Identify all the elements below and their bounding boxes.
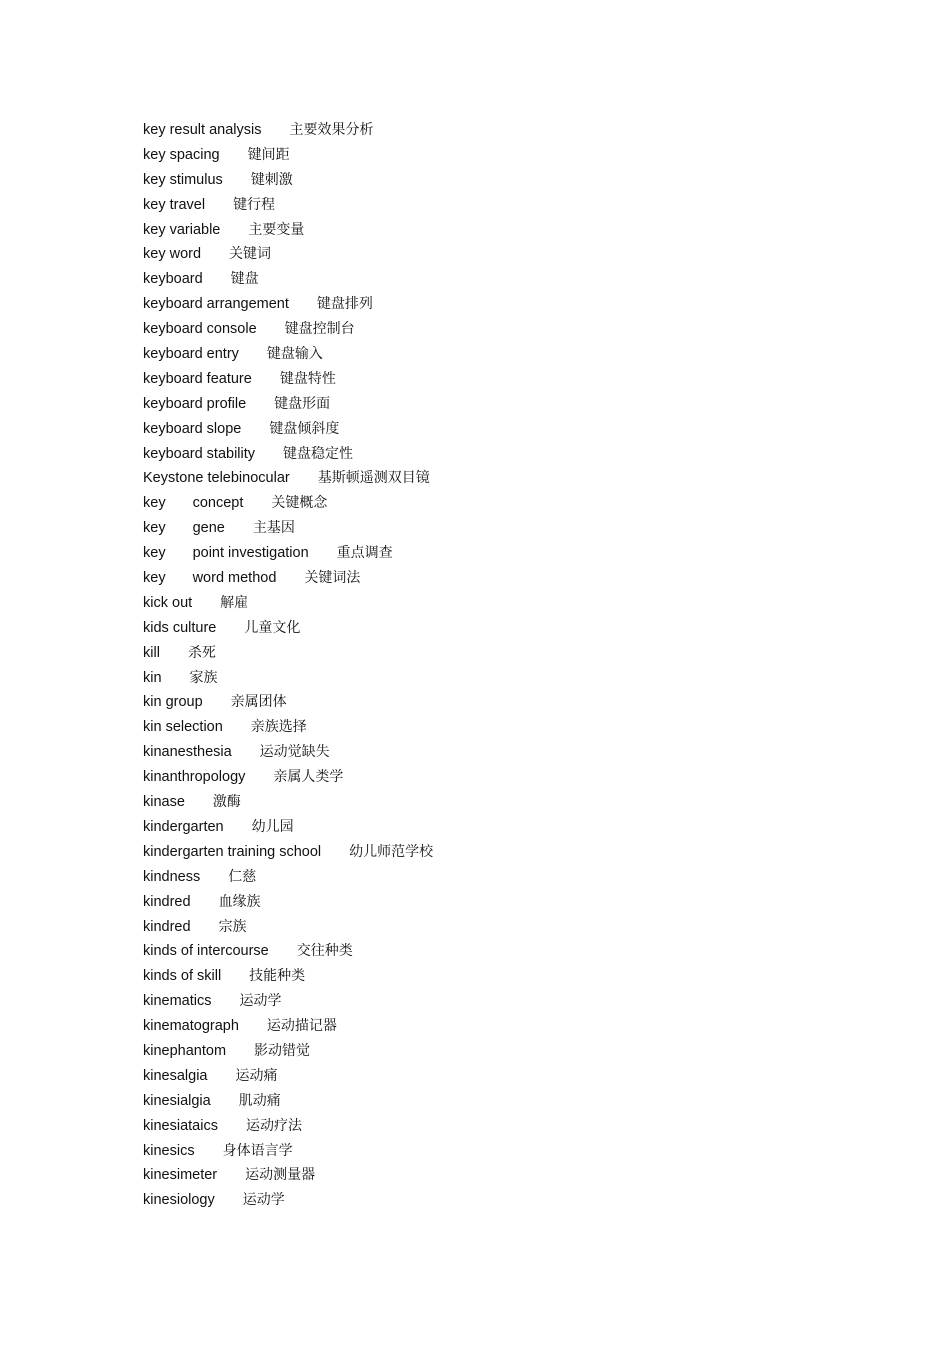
entry-term [143,271,203,287]
entry-translation: 键行程 [233,196,276,213]
glossary-entry [143,1039,433,1064]
entry-term [143,296,289,312]
glossary-entry [143,242,433,267]
entry-term-part: kinesalgia [143,1067,208,1084]
entry-term [143,172,223,188]
glossary-list [143,118,433,1213]
entry-term-part: kindred [143,918,191,935]
entry-term-part: Keystone telebinocular [143,470,290,487]
entry-term-part: kinds of skill [143,968,222,985]
glossary-entry [143,840,433,865]
entry-term [143,396,246,412]
glossary-entry [143,715,433,740]
entry-term [143,719,223,735]
entry-term-part: keyboard slope [143,420,242,437]
glossary-entry [143,367,433,392]
entry-translation: 儿童文化 [244,619,301,636]
entry-term-part: kinesiology [143,1192,215,1209]
entry-translation: 幼儿师范学校 [349,843,434,860]
glossary-entry [143,890,433,915]
entry-term-part: kids culture [143,619,217,636]
entry-term [143,844,321,860]
entry-term-part: point investigation [192,545,309,562]
glossary-entry [143,317,433,342]
entry-translation: 主基因 [252,520,295,537]
entry-term [143,694,203,710]
glossary-entry [143,193,433,218]
entry-translation: 主要效果分析 [289,122,374,138]
entry-translation: 亲族选择 [250,719,307,736]
entry-translation: 主要变量 [248,221,305,238]
entry-term [143,645,160,661]
entry-term-part: gene [192,520,225,537]
entry-translation: 运动学 [239,993,282,1010]
entry-term-part: kinesiataics [143,1117,218,1134]
glossary-entry [143,267,433,292]
glossary-entry [143,939,433,964]
entry-term-part: kinanthropology [143,769,246,786]
entry-term-part: concept [192,495,244,512]
entry-term [143,147,220,163]
entry-term-part: kin group [143,694,203,711]
entry-term [143,1167,217,1183]
glossary-entry [143,1064,433,1089]
glossary-entry [143,442,433,467]
entry-term [143,371,252,387]
entry-term [143,470,290,486]
entry-translation: 键刺激 [250,171,293,188]
entry-term [143,769,245,785]
entry-term [143,670,162,686]
entry-term [143,1192,215,1208]
glossary-entry [143,666,433,691]
entry-term-part: keyboard stability [143,445,256,462]
entry-term [143,446,255,462]
entry-term [143,495,243,511]
entry-term-part: key word [143,246,202,263]
entry-translation: 影动错觉 [254,1042,311,1059]
glossary-entry [143,1089,433,1114]
entry-term-part: word method [192,570,277,587]
entry-term [143,744,232,760]
entry-term [143,595,192,611]
entry-term [143,321,257,337]
glossary-entry [143,964,433,989]
glossary-entry [143,616,433,641]
entry-term-part: key [143,570,166,587]
entry-term [143,1068,208,1084]
glossary-entry [143,1163,433,1188]
entry-term-part: kindergarten [143,818,224,835]
entry-term-part: key travel [143,196,206,213]
entry-term [143,346,239,362]
entry-translation: 关键概念 [271,495,328,512]
entry-term [143,520,225,536]
glossary-entry [143,541,433,566]
glossary-entry [143,168,433,193]
entry-term-part: kinesialgia [143,1092,211,1109]
entry-term [143,943,269,959]
entry-translation: 运动痛 [235,1067,278,1084]
glossary-entry [143,218,433,243]
entry-translation: 亲属人类学 [273,769,344,786]
glossary-entry [143,740,433,765]
glossary-entry [143,342,433,367]
entry-term-part: keyboard feature [143,370,252,387]
entry-term [143,1143,195,1159]
entry-translation: 身体语言学 [222,1142,293,1159]
entry-term-part: kindred [143,893,191,910]
entry-term [143,545,309,561]
glossary-entry [143,989,433,1014]
entry-translation: 重点调查 [336,545,393,562]
entry-translation: 激酶 [212,794,241,811]
entry-term [143,421,241,437]
entry-translation: 血缘族 [218,893,261,910]
glossary-entry [143,815,433,840]
glossary-entry [143,641,433,666]
entry-translation: 运动疗法 [245,1117,302,1134]
glossary-entry [143,865,433,890]
entry-term-part: key [143,495,166,512]
entry-term [143,869,200,885]
entry-translation: 键间距 [247,146,290,163]
glossary-entry [143,392,433,417]
entry-translation: 运动学 [242,1192,285,1209]
entry-translation: 基斯顿遥测双目镜 [317,470,430,487]
entry-translation: 幼儿园 [251,818,294,835]
entry-term [143,570,276,586]
entry-term-part: kinephantom [143,1042,227,1059]
entry-translation: 解雇 [220,594,249,611]
entry-term [143,1118,218,1134]
entry-translation: 宗族 [218,918,247,935]
entry-term [143,993,212,1009]
entry-translation: 肌动痛 [238,1092,281,1109]
entry-translation: 运动描记器 [266,1018,337,1035]
entry-term [143,1018,239,1034]
entry-term-part: kinds of intercourse [143,943,269,960]
glossary-entry [143,1188,433,1213]
glossary-entry [143,591,433,616]
entry-translation: 亲属团体 [230,694,287,711]
entry-term [143,222,220,238]
glossary-entry [143,1114,433,1139]
entry-term-part: kin [143,669,162,686]
entry-translation: 运动测量器 [245,1167,316,1184]
entry-term-part: kindness [143,868,201,885]
glossary-entry [143,466,433,491]
entry-translation: 键盘稳定性 [283,445,354,462]
entry-translation: 键盘排列 [316,296,373,313]
entry-term [143,968,221,984]
entry-term [143,919,191,935]
entry-term-part: kill [143,644,160,661]
entry-term-part: key [143,545,166,562]
entry-term-part: kinematograph [143,1018,239,1035]
entry-term-part: kin selection [143,719,223,736]
glossary-entry [143,1014,433,1039]
glossary-entry [143,566,433,591]
entry-term [143,620,216,636]
entry-term-part: keyboard profile [143,395,247,412]
entry-term-part: kinase [143,794,185,811]
entry-term-part: key variable [143,221,221,238]
entry-translation: 运动觉缺失 [259,744,330,761]
entry-translation: 键盘 [230,271,259,288]
glossary-entry [143,118,433,143]
entry-term [143,122,261,138]
entry-term-part: keyboard console [143,321,257,338]
entry-term-part: kick out [143,594,193,611]
glossary-entry [143,417,433,442]
entry-term-part: key result analysis [143,122,262,138]
glossary-entry [143,292,433,317]
entry-translation: 键盘特性 [279,370,336,387]
entry-term-part: kindergarten training school [143,843,322,860]
entry-translation: 关键词 [229,246,272,263]
glossary-entry [143,790,433,815]
glossary-entry [143,765,433,790]
entry-term-part: key stimulus [143,171,223,188]
glossary-entry [143,1139,433,1164]
glossary-entry [143,690,433,715]
entry-term [143,1043,226,1059]
entry-term [143,894,191,910]
entry-term [143,246,201,262]
entry-translation: 交往种类 [296,943,353,960]
entry-term [143,1093,211,1109]
entry-term-part: kinanesthesia [143,744,232,761]
entry-translation: 关键词法 [304,570,361,587]
entry-translation: 键盘控制台 [284,321,355,338]
entry-term [143,197,205,213]
entry-term-part: key [143,520,166,537]
glossary-entry [143,491,433,516]
glossary-entry [143,915,433,940]
entry-term [143,794,185,810]
entry-term-part: keyboard entry [143,346,239,363]
entry-term-part: kinesimeter [143,1167,218,1184]
entry-term-part: kinesics [143,1142,195,1159]
entry-term-part: kinematics [143,993,212,1010]
entry-term-part: keyboard [143,271,203,288]
entry-translation: 仁慈 [228,868,257,885]
entry-translation: 键盘形面 [274,395,331,412]
entry-translation: 杀死 [187,644,216,661]
entry-term [143,819,224,835]
entry-translation: 键盘输入 [266,346,323,363]
entry-translation: 键盘倾斜度 [269,420,340,437]
entry-translation: 技能种类 [249,968,306,985]
entry-translation: 家族 [189,669,218,686]
glossary-entry [143,516,433,541]
glossary-entry [143,143,433,168]
entry-term-part: keyboard arrangement [143,296,289,313]
entry-term-part: key spacing [143,146,220,163]
